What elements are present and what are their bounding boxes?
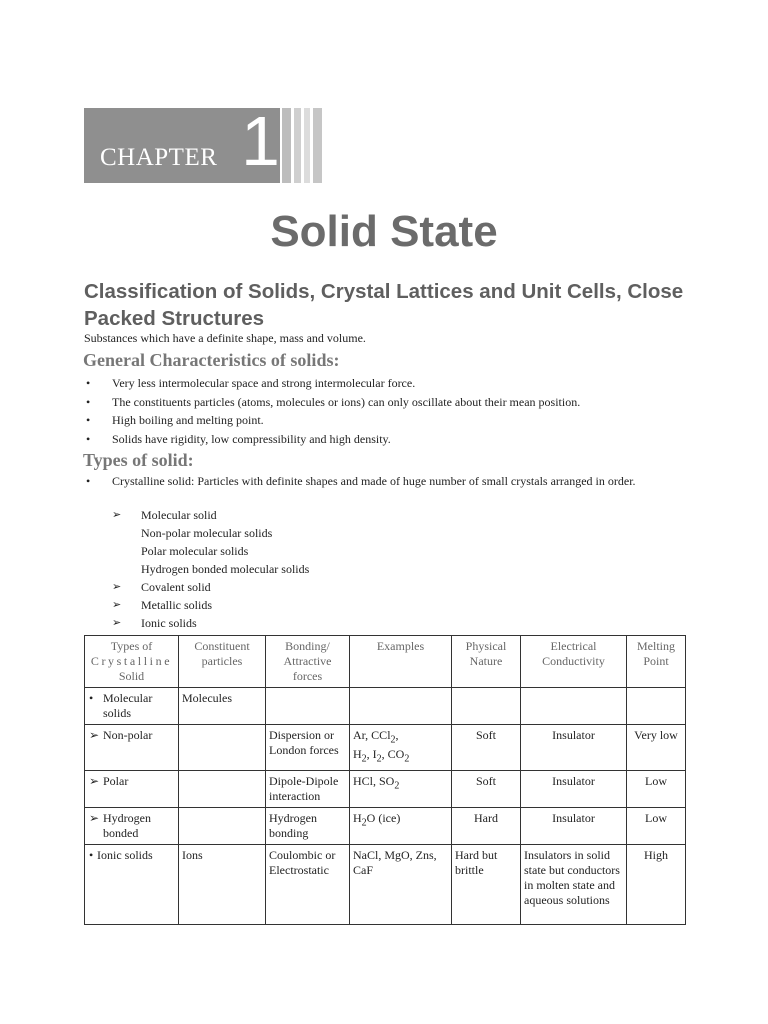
text: O (ice) xyxy=(366,810,401,825)
subtype-item: Covalent solid xyxy=(141,580,211,594)
bullet-icon: • xyxy=(89,691,94,705)
header-constituent: Constituent particles xyxy=(179,636,266,688)
subscript: 2 xyxy=(390,734,396,746)
subtype-item: Ionic solids xyxy=(141,616,197,630)
text: , xyxy=(395,728,399,742)
cell-empty xyxy=(179,770,266,807)
cell-bonding: Dispersion or London forces xyxy=(266,725,350,771)
cell-bonding: Coulombic or Electrostatic xyxy=(266,844,350,924)
subtype-item: Polar molecular solids xyxy=(141,544,249,558)
subtype-item: Non-polar molecular solids xyxy=(141,526,273,540)
chapter-number: 1 xyxy=(241,102,280,180)
header-examples: Examples xyxy=(350,636,452,688)
list-item: • Crystalline solid: Particles with definite shapes and made of huge number of small crystals arranged in order. xyxy=(84,473,694,489)
subtype-item: Hydrogen bonded molecular solids xyxy=(141,562,310,576)
subscript: 2 xyxy=(361,817,367,829)
header-physical: Physical Nature xyxy=(452,636,521,688)
table-row xyxy=(85,807,686,844)
header-type-line: Types of xyxy=(110,639,153,653)
cell-conductivity: Insulator xyxy=(521,725,627,771)
list-item: • Solids have rigidity, low compressibility and high density. xyxy=(84,431,694,447)
cell-empty xyxy=(627,688,686,725)
cell-text: Non-polar xyxy=(103,728,153,742)
arrow-bullet-icon: ➢ xyxy=(89,773,100,788)
cell-empty xyxy=(266,688,350,725)
cell-empty xyxy=(521,688,627,725)
subscript: 2 xyxy=(394,780,400,792)
cell-type xyxy=(85,844,179,924)
cell-melting: Low xyxy=(627,770,686,807)
text: H xyxy=(353,747,362,762)
header-melting: Melting Point xyxy=(627,636,686,688)
header-electrical: Electrical Conductivity xyxy=(521,636,627,688)
types-list xyxy=(84,473,694,492)
banner-stripe xyxy=(313,108,322,183)
subscript: 2 xyxy=(404,753,410,765)
table-row xyxy=(85,725,686,771)
banner-stripe xyxy=(294,108,301,183)
subscript: 2 xyxy=(361,753,367,765)
solids-table xyxy=(84,635,686,925)
bullet-icon: • xyxy=(89,847,94,862)
cell-examples xyxy=(350,770,452,807)
header-type xyxy=(85,636,179,688)
cell-melting: Very low xyxy=(627,725,686,771)
subscript: 2 xyxy=(376,753,382,765)
page-title: Solid State xyxy=(270,207,498,256)
text: , CO xyxy=(381,747,405,762)
intro-text: Substances which have a definite shape, mass and volume. xyxy=(84,331,366,345)
chapter-banner xyxy=(84,102,322,183)
cell-text: Ionic solids xyxy=(97,847,153,862)
arrow-bullet-icon: ➢ xyxy=(112,509,122,521)
cell-empty xyxy=(350,688,452,725)
cell-type xyxy=(85,688,179,725)
cell-type xyxy=(85,770,179,807)
cell-conductivity: Insulator xyxy=(521,807,627,844)
banner-stripe xyxy=(282,108,291,183)
cell-nature: Soft xyxy=(452,770,521,807)
section-subtitle: Classification of Solids, Crystal Lattices and Unit Cells, Close Packed Structures xyxy=(84,280,684,330)
arrow-bullet-icon: ➢ xyxy=(112,617,122,629)
table-row xyxy=(85,688,686,725)
text: H xyxy=(353,810,362,825)
cell-text: Molecular solids xyxy=(103,691,153,720)
text: HCl, SO xyxy=(353,773,395,788)
cell-nature: Hard but brittle xyxy=(452,844,521,924)
table-row xyxy=(85,770,686,807)
text: , I xyxy=(366,747,377,762)
header-bonding: Bonding/ Attractive forces xyxy=(266,636,350,688)
cell-bonding: Dipole-Dipole interaction xyxy=(266,770,350,807)
cell-bonding: Hydrogen bonding xyxy=(266,807,350,844)
cell-particles: Ions xyxy=(179,844,266,924)
subtype-item: Molecular solid xyxy=(141,508,217,522)
header-type-line: Solid xyxy=(118,669,145,683)
types-heading: Types of solid: xyxy=(83,450,194,470)
cell-empty xyxy=(452,688,521,725)
arrow-bullet-icon: ➢ xyxy=(89,810,100,825)
cell-type xyxy=(85,725,179,771)
list-item: • The constituents particles (atoms, molecules or ions) can only oscillate about their mean position. xyxy=(84,394,694,410)
cell-conductivity: Insulators in solid state but conductors in molten state and aqueous solutions xyxy=(521,844,627,924)
cell-nature: Hard xyxy=(452,807,521,844)
text: Ar, CCl xyxy=(353,728,391,742)
subtype-item: Metallic solids xyxy=(141,598,212,612)
cell-examples xyxy=(350,807,452,844)
general-heading: General Characteristics of solids: xyxy=(83,350,340,370)
arrow-bullet-icon: ➢ xyxy=(112,599,122,611)
cell-particles: Molecules xyxy=(179,688,266,725)
cell-type xyxy=(85,807,179,844)
cell-nature: Soft xyxy=(452,725,521,771)
arrow-bullet-icon: ➢ xyxy=(89,728,100,742)
banner-stripe xyxy=(304,108,310,183)
general-list xyxy=(84,375,694,450)
cell-examples xyxy=(350,725,452,771)
chapter-word: CHAPTER xyxy=(100,144,218,171)
list-item: • High boiling and melting point. xyxy=(84,412,694,428)
arrow-bullet-icon: ➢ xyxy=(112,581,122,593)
list-item: • Very less intermolecular space and strong intermolecular force. xyxy=(84,375,694,391)
cell-text: Polar xyxy=(103,773,129,788)
table-header-row xyxy=(85,636,686,688)
cell-melting: Low xyxy=(627,807,686,844)
header-type-line: Crystalline xyxy=(90,654,173,668)
cell-text: Hydrogen bonded xyxy=(103,810,151,840)
cell-examples: NaCl, MgO, Zns, CaF xyxy=(350,844,452,924)
cell-empty xyxy=(179,807,266,844)
table-row xyxy=(85,844,686,924)
cell-melting: High xyxy=(627,844,686,924)
cell-conductivity: Insulator xyxy=(521,770,627,807)
cell-empty xyxy=(179,725,266,771)
